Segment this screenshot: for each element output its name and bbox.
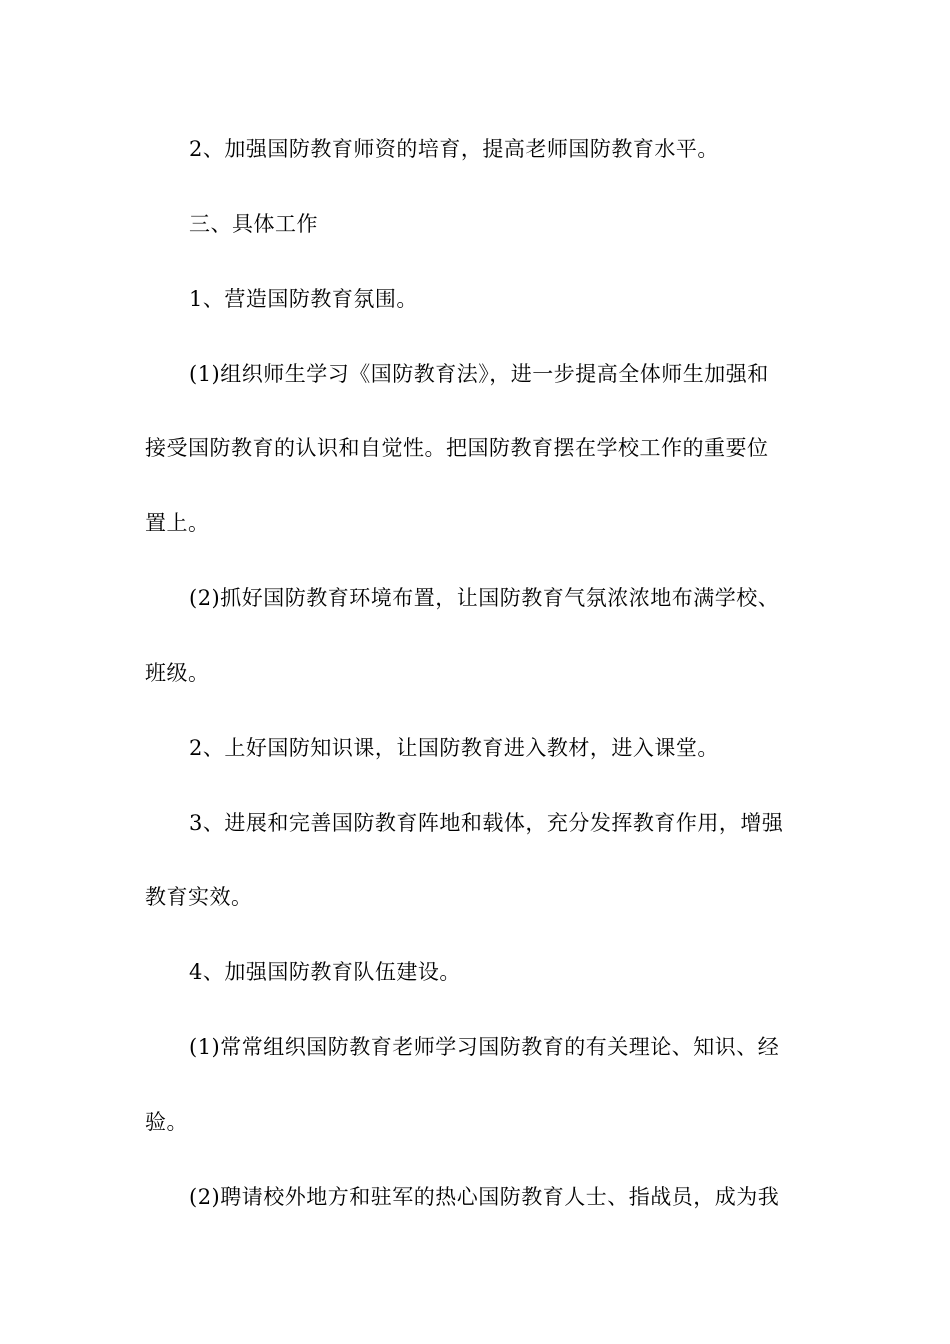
paragraph-line: (2)抓好国防教育环境布置，让国防教育气氛浓浓地布满学校、	[189, 586, 780, 610]
paragraph-line: 验。	[145, 1110, 188, 1134]
paragraph-line: 班级。	[145, 661, 210, 685]
paragraph-line: (1)组织师生学习《国防教育法》，进一步提高全体师生加强和	[189, 362, 769, 386]
paragraph-line: 1、营造国防教育氛围。	[189, 287, 418, 311]
paragraph-line: (2)聘请校外地方和驻军的热心国防教育人士、指战员，成为我	[189, 1185, 780, 1209]
paragraph-line: 4、加强国防教育队伍建设。	[189, 960, 461, 984]
paragraph-line: 教育实效。	[145, 885, 253, 909]
paragraph-line: 2、加强国防教育师资的培育，提高老师国防教育水平。	[189, 137, 719, 161]
paragraph-line: (1)常常组织国防教育老师学习国防教育的有关理论、知识、经	[189, 1035, 780, 1059]
paragraph-line: 置上。	[145, 511, 210, 535]
paragraph-line: 3、进展和完善国防教育阵地和载体，充分发挥教育作用，增强	[189, 811, 784, 835]
section-heading: 三、具体工作	[189, 212, 318, 236]
paragraph-line: 接受国防教育的认识和自觉性。把国防教育摆在学校工作的重要位	[145, 436, 769, 460]
paragraph-line: 2、上好国防知识课，让国防教育进入教材，进入课堂。	[189, 736, 719, 760]
